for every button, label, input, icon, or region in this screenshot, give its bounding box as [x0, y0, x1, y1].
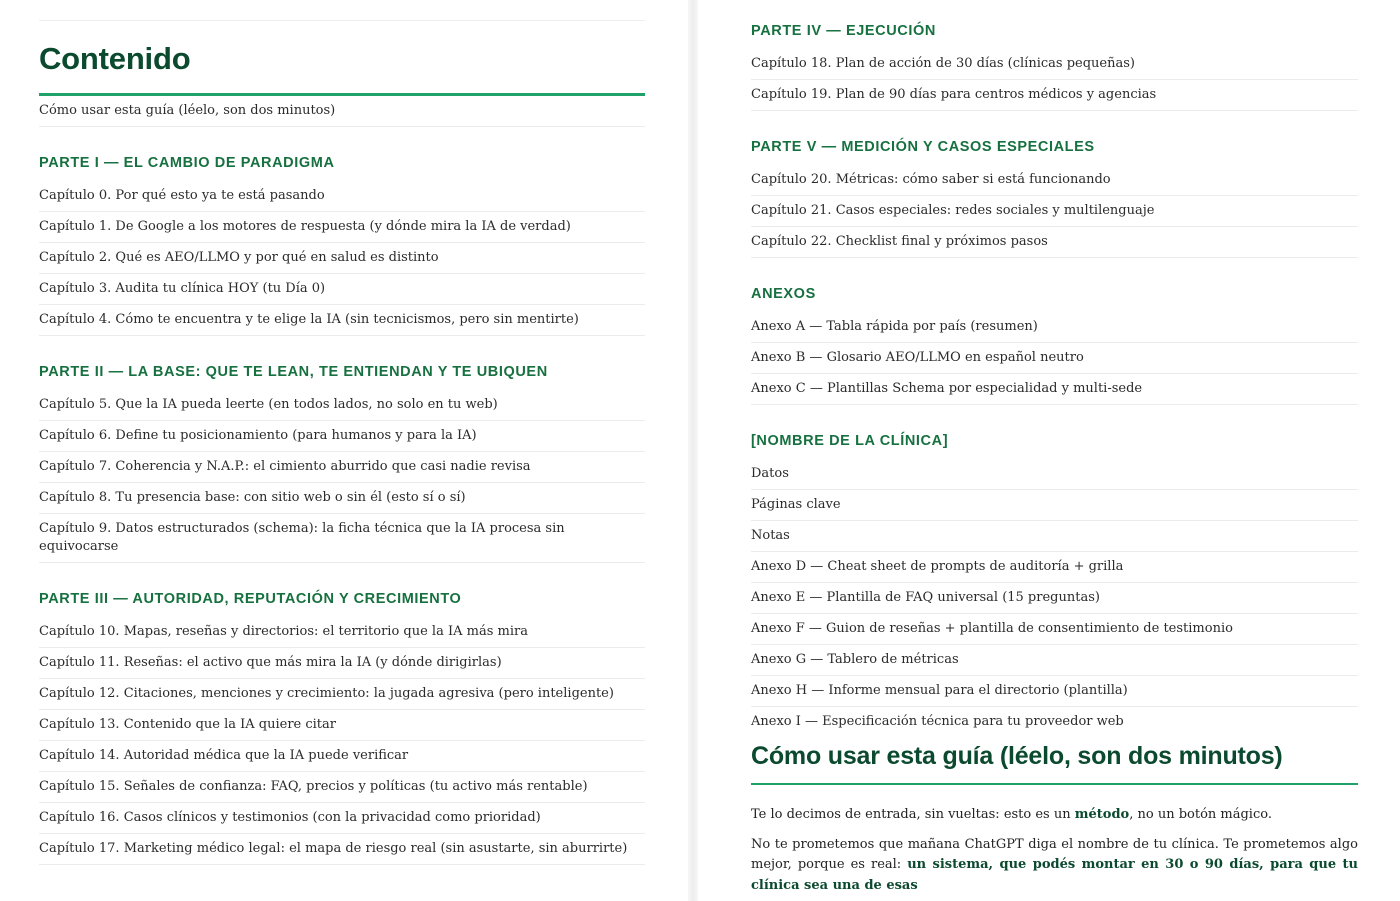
toc-item[interactable]: Capítulo 12. Citaciones, menciones y crecimiento: la jugada agresiva (pero inteligente)	[39, 679, 645, 710]
toc-item[interactable]: Anexo D — Cheat sheet de prompts de auditoría + grilla	[751, 552, 1358, 583]
toc-item[interactable]: Capítulo 22. Checklist final y próximos pasos	[751, 227, 1358, 258]
toc-part-5	[751, 137, 1358, 258]
section-heading: PARTE III — AUTORIDAD, REPUTACIÓN Y CRECIMIENTO	[39, 591, 462, 607]
toc-item[interactable]: Capítulo 6. Define tu posicionamiento (para humanos y para la IA)	[39, 421, 645, 452]
toc-item[interactable]: Notas	[751, 521, 1358, 552]
toc-item[interactable]: Capítulo 11. Reseñas: el activo que más mira la IA (y dónde dirigirlas)	[39, 648, 645, 679]
toc-item[interactable]: Capítulo 7. Coherencia y N.A.P.: el cimiento aburrido que casi nadie revisa	[39, 452, 645, 483]
paragraph-emphasis: un sistema, que podés montar en 30 o 90 días, para que tu clínica sea una de esas	[751, 857, 1358, 893]
toc-item[interactable]: Capítulo 18. Plan de acción de 30 días (clínicas pequeñas)	[751, 49, 1358, 80]
guide-paragraph-2	[751, 835, 1358, 897]
top-divider	[39, 20, 645, 21]
toc-item[interactable]: Capítulo 0. Por qué esto ya te está pasando	[39, 181, 645, 212]
paragraph-text: , no un botón mágico.	[1129, 807, 1272, 822]
toc-item[interactable]: Capítulo 17. Marketing médico legal: el mapa de riesgo real (sin asustarte, sin aburrirte)	[39, 834, 645, 865]
toc-list	[751, 49, 1358, 111]
toc-item[interactable]: Capítulo 21. Casos especiales: redes sociales y multilenguaje	[751, 196, 1358, 227]
toc-item[interactable]: Anexo F — Guion de reseñas + plantilla de consentimiento de testimonio	[751, 614, 1358, 645]
toc-list	[39, 181, 645, 336]
paragraph-text: Te lo decimos de entrada, sin vueltas: esto es un	[751, 807, 1075, 822]
guide-paragraph-1	[751, 805, 1358, 826]
toc-part-3	[39, 589, 645, 865]
guide-title: Cómo usar esta guía (léelo, son dos minutos)	[751, 742, 1283, 770]
toc-list	[751, 312, 1358, 405]
toc-list	[39, 390, 645, 563]
toc-item[interactable]: Capítulo 8. Tu presencia base: con sitio web o sin él (esto sí o sí)	[39, 483, 645, 514]
toc-list	[751, 459, 1358, 737]
toc-item[interactable]: Capítulo 5. Que la IA pueda leerte (en todos lados, no solo en tu web)	[39, 390, 645, 421]
toc-item[interactable]: Capítulo 13. Contenido que la IA quiere citar	[39, 710, 645, 741]
toc-intro-list	[39, 96, 645, 127]
toc-item[interactable]: Capítulo 16. Casos clínicos y testimonios (con la privacidad como prioridad)	[39, 803, 645, 834]
section-heading: [NOMBRE DE LA CLÍNICA]	[751, 433, 949, 449]
toc-item[interactable]: Capítulo 2. Qué es AEO/LLMO y por qué en salud es distinto	[39, 243, 645, 274]
section-heading: PARTE II — LA BASE: QUE TE LEAN, TE ENTIENDAN Y TE UBIQUEN	[39, 364, 548, 380]
section-heading: PARTE V — MEDICIÓN Y CASOS ESPECIALES	[751, 139, 1095, 155]
toc-item[interactable]: Capítulo 3. Audita tu clínica HOY (tu Día 0)	[39, 274, 645, 305]
section-heading: ANEXOS	[751, 286, 816, 302]
section-heading: PARTE IV — EJECUCIÓN	[751, 23, 936, 39]
toc-item[interactable]: Páginas clave	[751, 490, 1358, 521]
toc-item[interactable]: Capítulo 10. Mapas, reseñas y directorios: el territorio que la IA más mira	[39, 617, 645, 648]
toc-item[interactable]: Capítulo 19. Plan de 90 días para centros médicos y agencias	[751, 80, 1358, 111]
paragraph-emphasis: método	[1074, 807, 1130, 822]
toc-item[interactable]: Capítulo 1. De Google a los motores de respuesta (y dónde mira la IA de verdad)	[39, 212, 645, 243]
toc-item[interactable]: Capítulo 9. Datos estructurados (schema): la ficha técnica que la IA procesa sin equivocarse	[39, 514, 645, 563]
toc-item[interactable]: Datos	[751, 459, 1358, 490]
toc-list	[39, 617, 645, 865]
page-gutter	[688, 0, 698, 901]
guide-title-underline	[751, 783, 1358, 785]
paragraph-text: No te prometemos que mañana ChatGPT diga el nombre de tu clínica. Te prometemos algo mejor, porque es real:	[751, 836, 1358, 872]
toc-part-2	[39, 362, 645, 563]
toc-clinic-name	[751, 431, 1358, 737]
toc-item[interactable]: Capítulo 14. Autoridad médica que la IA puede verificar	[39, 741, 645, 772]
section-heading: PARTE I — EL CAMBIO DE PARADIGMA	[39, 155, 335, 171]
toc-item[interactable]: Anexo C — Plantillas Schema por especialidad y multi-sede	[751, 374, 1358, 405]
toc-item-intro[interactable]: Cómo usar esta guía (léelo, son dos minutos)	[39, 96, 645, 127]
toc-part-4	[751, 21, 1358, 111]
toc-item[interactable]: Capítulo 20. Métricas: cómo saber si está funcionando	[751, 165, 1358, 196]
left-page	[0, 0, 688, 901]
toc-item[interactable]: Anexo A — Tabla rápida por país (resumen)	[751, 312, 1358, 343]
toc-item[interactable]: Anexo H — Informe mensual para el directorio (plantilla)	[751, 676, 1358, 707]
toc-list	[751, 165, 1358, 258]
toc-item[interactable]: Anexo E — Plantilla de FAQ universal (15 preguntas)	[751, 583, 1358, 614]
toc-item[interactable]: Anexo B — Glosario AEO/LLMO en español neutro	[751, 343, 1358, 374]
page-title: Contenido	[39, 41, 191, 76]
toc-item[interactable]: Capítulo 15. Señales de confianza: FAQ, precios y políticas (tu activo más rentable)	[39, 772, 645, 803]
right-page	[698, 0, 1400, 901]
toc-annexes	[751, 284, 1358, 405]
toc-item[interactable]: Capítulo 4. Cómo te encuentra y te elige la IA (sin tecnicismos, pero sin mentirte)	[39, 305, 645, 336]
toc-item[interactable]: Anexo G — Tablero de métricas	[751, 645, 1358, 676]
toc-part-1	[39, 153, 645, 336]
toc-item[interactable]: Anexo I — Especificación técnica para tu proveedor web	[751, 714, 1124, 729]
